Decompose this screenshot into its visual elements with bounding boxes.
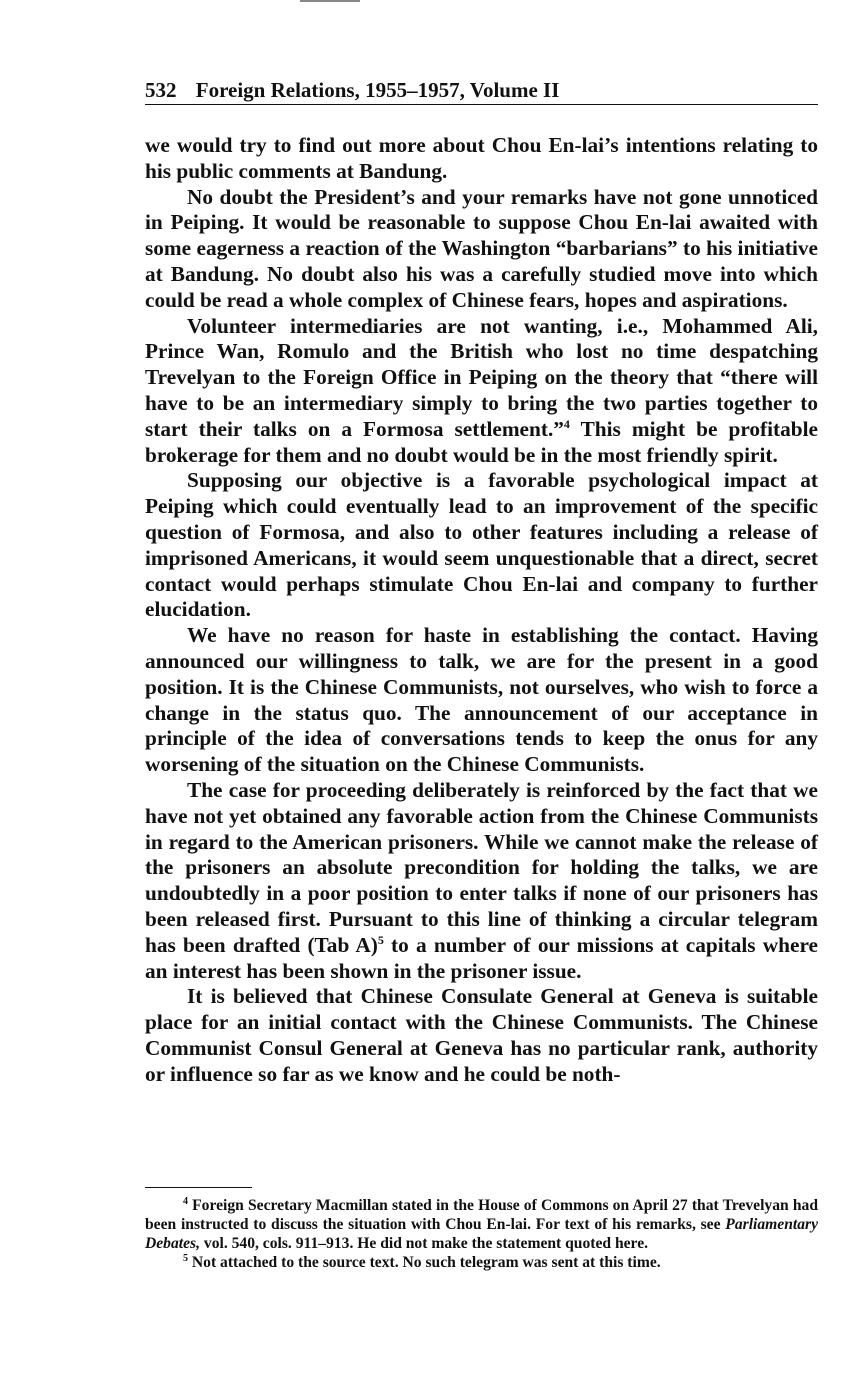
- paragraph-text: Supposing our objective is a favorable psychological impact at Peiping which could eventually lead to an improvement of the specific question of Formosa, and also to other features including a release of imprisoned Americans, it would seem unquestionable that a direct, secret contact would perhaps stimulate Chou En-lai and company to further elucidation.: [145, 468, 818, 622]
- paragraph-text: This might be profitable brokerage for them and no doubt would be in the most friendly spirit.: [145, 416, 818, 467]
- footnote-ref-4[interactable]: 4: [563, 416, 570, 431]
- paragraph-text: We have no reason for haste in establishing the contact. Having announced our willingness to talk, we are for the present in a good position. It is the Chinese Communists, not ourselves, who wish to force a change in the status quo. The announcement of our acceptance in principle of the idea of conversations tends to keep the onus for any worsening of the situation on the Chinese Communists.: [145, 623, 818, 777]
- paragraph-text: we would try to find out more about Chou En-lai’s intentions relating to his public comments at Bandung.: [145, 133, 818, 183]
- page-number: 532: [145, 78, 177, 102]
- footnote-divider: [145, 1187, 252, 1188]
- footnote-number: 4: [183, 1196, 188, 1207]
- footnote-text: Not attached to the source text. No such telegram was sent at this time.: [191, 1254, 661, 1271]
- paragraph-5: [145, 623, 818, 778]
- footnote-ref-5[interactable]: 5: [377, 932, 384, 947]
- paragraph-1: [145, 133, 818, 185]
- scan-mark: [300, 0, 360, 2]
- paragraph-2: [145, 185, 818, 314]
- paragraph-6: [145, 778, 818, 984]
- footnote-text: Foreign Secretary Macmillan stated in the House of Commons on April 27 that Trevelyan had been instructed to discuss the situation with Chou En-lai. For text of his remarks, see: [145, 1197, 818, 1233]
- footnote-4: [145, 1196, 818, 1253]
- body-text: [145, 133, 818, 1087]
- footnote-citation: Parliamentary Debates,: [145, 1216, 818, 1252]
- paragraph-text: It is believed that Chinese Consulate General at Geneva is suitable place for an initial contact with the Chinese Communists. The Chinese Communist Consul General at Geneva has no particular rank, authority or influence so far as we know and he could be noth-: [145, 984, 818, 1086]
- paragraph-text: to a number of our missions at capitals where an interest has been shown in the prisoner issue.: [145, 932, 818, 983]
- footnote-number: 5: [183, 1253, 188, 1264]
- footnotes: [145, 1196, 818, 1272]
- paragraph-text: The case for proceeding deliberately is reinforced by the fact that we have not yet obtained any favorable action from the Chinese Communists in regard to the American prisoners. While we cannot make the release of the prisoners an absolute precondition for holding the talks, we are undoubtedly in a poor position to enter talks if none of our prisoners has been released first. Pursuant to this line of thinking a circular telegram has been drafted (Tab A): [145, 777, 818, 957]
- paragraph-text: No doubt the President’s and your remarks have not gone unnoticed in Peiping. It would be reasonable to suppose Chou En-lai awaited with some eagerness a reaction of the Washington “barbarians” to his initiative at Bandung. No doubt also his was a carefully studied move into which could be read a whole complex of Chinese fears, hopes and aspirations.: [145, 184, 818, 312]
- paragraph-text: Volunteer intermediaries are not wanting, i.e., Mohammed Ali, Prince Wan, Romulo and the British who lost no time despatching Trevelyan to the Foreign Office in Peiping on the theory that “there will have to be an intermediary simply to bring the two parties together to start their talks on a Formosa settlement.”: [145, 313, 818, 441]
- paragraph-3: [145, 314, 818, 469]
- paragraph-4: [145, 468, 818, 623]
- running-title: Foreign Relations, 1955–1957, Volume II: [195, 78, 560, 102]
- running-header: [145, 76, 818, 105]
- footnote-5: [145, 1253, 818, 1272]
- paragraph-7: [145, 984, 818, 1087]
- footnote-text: vol. 540, cols. 911–913. He did not make the statement quoted here.: [200, 1235, 649, 1252]
